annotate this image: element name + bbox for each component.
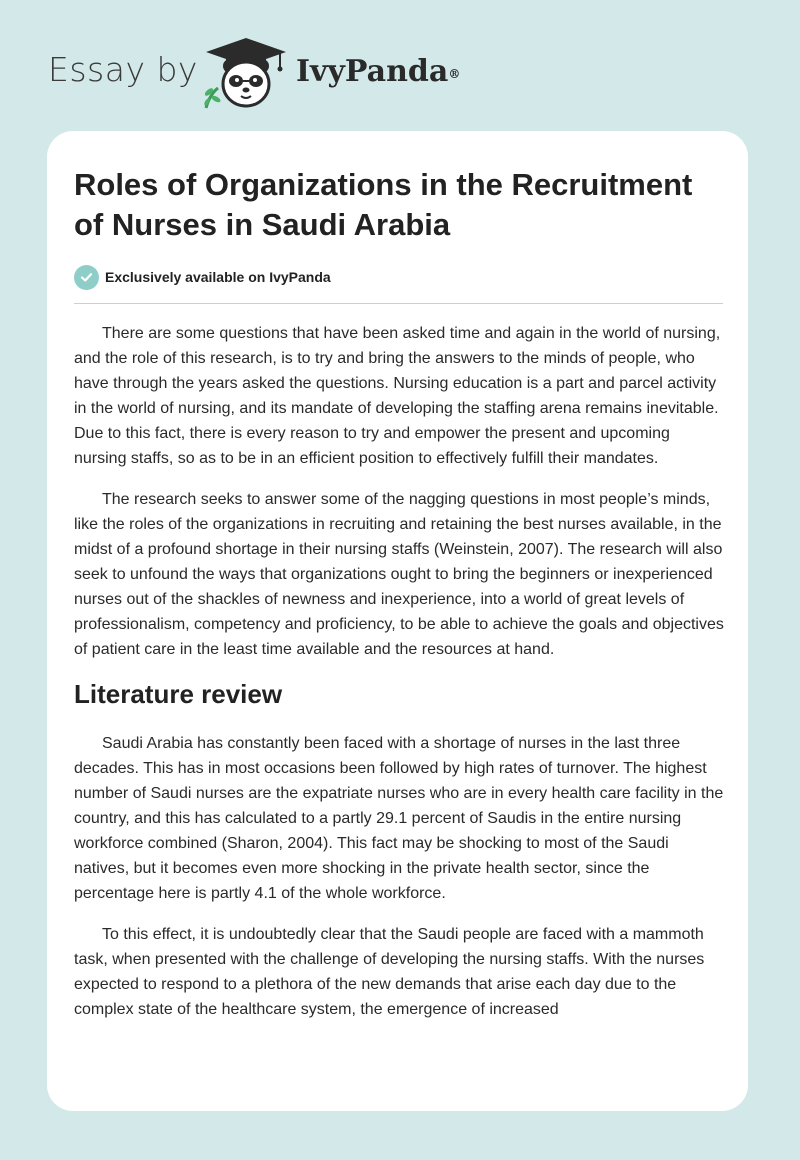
paragraph: To this effect, it is undoubtedly clear that the Saudi people are faced with a mammoth task, when presented with the challenge of developing the nursing staffs. With the nurses expected to respond to a plethora of the new demands that arise each day due to the complex state of the healthcare system, the emergence of increased [74, 926, 705, 1018]
paragraph: Saudi Arabia has constantly been faced with a shortage of nurses in the last three decades. This has in most occasions been followed by high rates of turnover. The highest number of Saudi nurses are the expatriate nurses who are in every health care facility in the country, and this has calculated to a partly 29.1 percent of Saudis in the entire nursing workforce combined (Sharon, 2004). This fact may be shocking to most of the Saudi natives, but it becomes even more shocking in the private health sector, since the percentage here is partly 4.1 of the whole workforce. [74, 735, 724, 902]
site-header [0, 0, 800, 130]
panda-logo-icon[interactable] [200, 36, 292, 110]
section-heading: Literature review [74, 679, 283, 709]
registered-mark: ® [448, 67, 461, 81]
essay-by-label: Essay by [48, 50, 198, 89]
paragraph: The research seeks to answer some of the nagging questions in most people’s minds, like the roles of the organizations in recruiting and retaining the best nurses available, in the midst of a profound shortage in their nursing staffs (Weinstein, 2007). The research will also seek to unfound the ways that organizations ought to bring the beginners or inexperienced nurses out of the shackles of newness and inexperience, into a world of great levels of professionalism, competency and proficiency, to be able to achieve the goals and objectives of patient care in the least time available and the resources at hand. [74, 491, 724, 658]
brand-name-text: IvyPanda [296, 54, 449, 89]
checkmark-icon [74, 265, 99, 290]
article-title: Roles of Organizations in the Recruitment of Nurses in Saudi Arabia [74, 167, 693, 242]
divider [74, 303, 723, 304]
paragraph: There are some questions that have been asked time and again in the world of nursing, and the role of this research, is to try and bring the answers to the minds of people, who have through the years asked the questions. Nursing education is a part and parcel activity in the world of nursing, and its mandate of developing the staffing arena remains inevitable. Due to this fact, there is every reason to try and empower the present and upcoming nursing staffs, so as to be in an efficient position to effectively fulfill their mandates. [74, 325, 721, 467]
exclusive-badge-label: Exclusively available on IvyPanda [105, 269, 331, 285]
exclusive-badge [74, 264, 331, 290]
article-card [47, 131, 748, 1111]
article-body [74, 321, 726, 1038]
brand-name[interactable] [296, 52, 460, 92]
